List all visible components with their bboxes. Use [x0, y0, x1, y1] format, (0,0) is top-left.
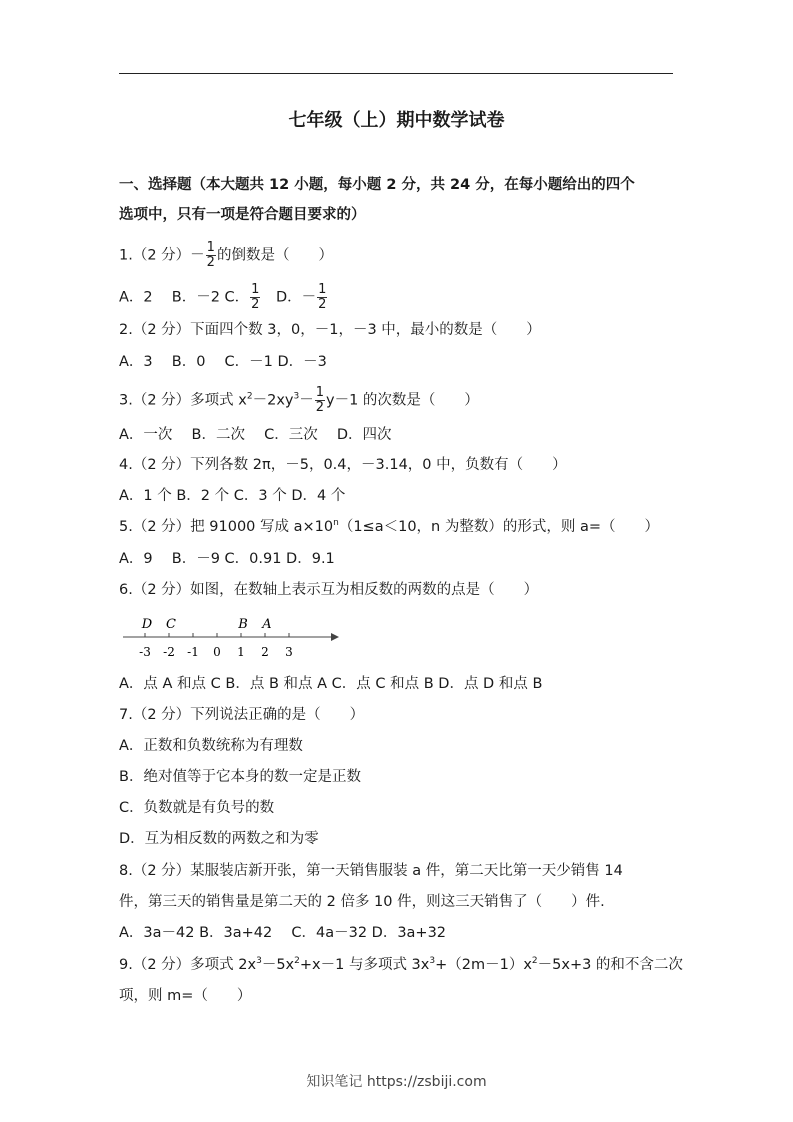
point-label-A: A	[262, 617, 272, 632]
question-5: 5.（2 分）把 91000 写成 $a\times 10^n(1\le a<10$，n 为整数）的形式，则 a=（ ）	[119, 518, 659, 535]
question-8-line1: 8.（2 分）某服装店新开张，第一天销售服装 a 件，第二天比第一天少销售 14	[119, 863, 623, 879]
tick-label: -1	[187, 645, 199, 659]
question-4: 4.（2 分）下列各数 2π，－5，0.4，－3.14，0 中，负数有（ ）	[119, 457, 567, 473]
tick-label: 2	[261, 645, 269, 659]
page-title: 七年级（上）期中数学试卷	[288, 110, 505, 131]
q1-optD-fraction: $\frac{1}{2}$	[318, 282, 327, 312]
number-line-arrow	[331, 633, 339, 641]
section-heading-line1: 一、选择题（本大题共 12 小题，每小题 2 分，共 24 分，在每小题给出的四个	[119, 177, 635, 193]
question-5-options: A．9 B．－9 C．0.91 D．9.1	[119, 551, 335, 567]
question-9-line1: 9.（2 分）多项式 $2x^3-5x^2+x-1$ 与多项式 $3x^3+(2m-1)x^2-5x+3$ 的和不含二次	[119, 956, 683, 973]
question-9-line2: 项，则 m=（ ）	[119, 988, 252, 1004]
question-7: 7.（2 分）下列说法正确的是（ ）	[119, 707, 365, 723]
question-3-options: A．一次 B．二次 C．三次 D．四次	[119, 427, 392, 443]
question-8-line2: 件，第三天的销售量是第二天的 2 倍多 10 件，则这三天销售了（ ）件.	[119, 894, 605, 910]
number-line-figure	[119, 612, 339, 662]
question-6: 6.（2 分）如图，在数轴上表示互为相反数的两数的点是（ ）	[119, 582, 539, 598]
question-3: 3.（2 分）多项式 $x^2-2xy^3-$ $\frac{1}{2}$ y－1 的次数是（ ）	[119, 385, 479, 415]
question-7-option-a: A．正数和负数统称为有理数	[119, 738, 303, 754]
tick-label: -3	[139, 645, 151, 659]
question-1	[119, 241, 679, 270]
q1-optC-fraction: $\frac{1}{2}$	[251, 282, 260, 312]
header-rule	[119, 73, 673, 74]
footer-watermark: 知识笔记 https://zsbiji.com	[306, 1074, 487, 1090]
point-label-D: D	[141, 617, 153, 632]
tick-label: -2	[163, 645, 175, 659]
question-7-option-b: B．绝对值等于它本身的数一定是正数	[119, 769, 361, 785]
question-2: 2.（2 分）下面四个数 3，0，－1，－3 中，最小的数是（ ）	[119, 322, 541, 338]
question-7-option-d: D．互为相反数的两数之和为零	[119, 831, 319, 847]
q1-fraction: $\frac{1}{2}$	[206, 240, 215, 270]
q1-pre: 1.（2 分）－	[119, 247, 205, 264]
number-line-point-labels	[141, 617, 272, 632]
q3-fraction: $\frac{1}{2}$	[315, 385, 324, 415]
point-label-B: B	[238, 617, 248, 632]
question-4-options: A．1 个 B．2 个 C．3 个 D．4 个	[119, 488, 346, 504]
section-heading-line2: 选项中，只有一项是符合题目要求的）	[119, 207, 366, 223]
q1-post: 的倒数是（ ）	[216, 247, 333, 264]
tick-label: 3	[285, 645, 293, 659]
point-label-C: C	[166, 617, 176, 632]
tick-label: 0	[213, 645, 221, 659]
question-8-options: A．3a－42 B．3a+42 C．4a－32 D．3a+32	[119, 925, 447, 941]
question-7-option-c: C．负数就是有负号的数	[119, 800, 275, 816]
question-1-options: A．2 B．－2 C． $\frac{1}{2}$ D．－ $\frac{1}{2}$	[119, 282, 327, 312]
number-line-tick-labels	[139, 645, 293, 659]
question-2-options: A．3 B．0 C．－1 D．－3	[119, 354, 327, 370]
tick-label: 1	[237, 645, 245, 659]
question-6-options: A．点 A 和点 C B．点 B 和点 A C．点 C 和点 B D．点 D 和点 B	[119, 676, 543, 692]
number-line-ticks	[145, 633, 289, 637]
